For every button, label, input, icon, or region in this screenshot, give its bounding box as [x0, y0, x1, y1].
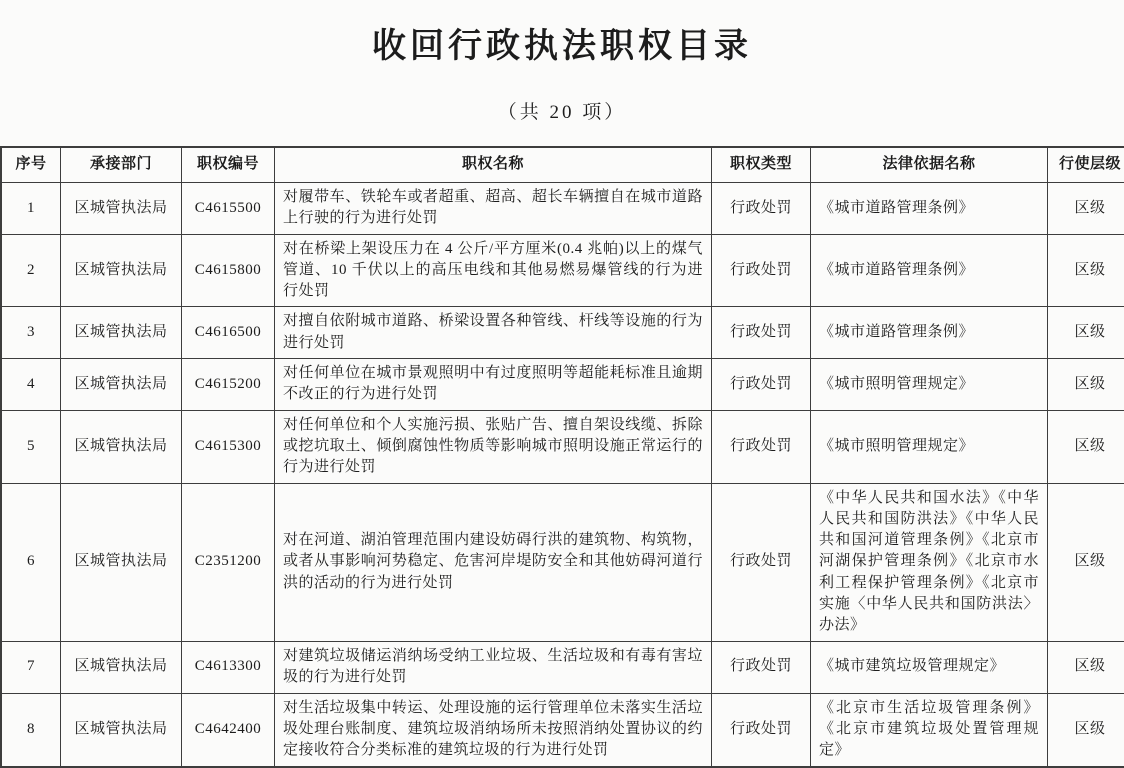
- table-body: [1, 183, 1124, 767]
- cell-exercise-level: 区级: [1048, 410, 1124, 483]
- cell-serial: 4: [1, 359, 61, 411]
- cell-power-name: 对擅自依附城市道路、桥梁设置各种管线、杆线等设施的行为进行处罚: [275, 307, 712, 359]
- table-row: [1, 183, 1124, 235]
- table-row: [1, 234, 1124, 307]
- cell-exercise-level: 区级: [1048, 183, 1124, 235]
- cell-department: 区城管执法局: [61, 359, 182, 411]
- cell-serial: 3: [1, 307, 61, 359]
- cell-serial: 2: [1, 234, 61, 307]
- cell-serial: 5: [1, 410, 61, 483]
- cell-power-name: 对任何单位在城市景观照明中有过度照明等超能耗标准且逾期不改正的行为进行处罚: [275, 359, 712, 411]
- table-row: [1, 641, 1124, 693]
- cell-power-type: 行政处罚: [712, 359, 811, 411]
- col-header-code: 职权编号: [182, 147, 275, 183]
- cell-power-type: 行政处罚: [712, 307, 811, 359]
- cell-exercise-level: 区级: [1048, 693, 1124, 766]
- cell-serial: 1: [1, 183, 61, 235]
- page-subtitle: （共 20 项）: [0, 97, 1124, 124]
- cell-code: C4615200: [182, 359, 275, 411]
- cell-department: 区城管执法局: [61, 483, 182, 641]
- cell-exercise-level: 区级: [1048, 307, 1124, 359]
- cell-power-type: 行政处罚: [712, 234, 811, 307]
- cell-serial: 6: [1, 483, 61, 641]
- cell-department: 区城管执法局: [61, 307, 182, 359]
- table-row: [1, 483, 1124, 641]
- cell-exercise-level: 区级: [1048, 359, 1124, 411]
- cell-code: C2351200: [182, 483, 275, 641]
- cell-code: C4615300: [182, 410, 275, 483]
- cell-power-type: 行政处罚: [712, 693, 811, 766]
- cell-power-name: 对建筑垃圾储运消纳场受纳工业垃圾、生活垃圾和有毒有害垃圾的行为进行处罚: [275, 641, 712, 693]
- cell-code: C4616500: [182, 307, 275, 359]
- cell-legal-basis: 《城市道路管理条例》: [811, 183, 1048, 235]
- cell-power-type: 行政处罚: [712, 483, 811, 641]
- cell-department: 区城管执法局: [61, 641, 182, 693]
- table-row: [1, 307, 1124, 359]
- cell-code: C4613300: [182, 641, 275, 693]
- cell-exercise-level: 区级: [1048, 641, 1124, 693]
- col-header-exercise-level: 行使层级: [1048, 147, 1124, 183]
- cell-power-name: 对在河道、湖泊管理范围内建设妨碍行洪的建筑物、构筑物，或者从事影响河势稳定、危害河岸堤防安全和其他妨碍河道行洪的活动的行为进行处罚: [275, 483, 712, 641]
- cell-power-type: 行政处罚: [712, 183, 811, 235]
- cell-legal-basis: 《城市照明管理规定》: [811, 359, 1048, 411]
- cell-department: 区城管执法局: [61, 693, 182, 766]
- col-header-department: 承接部门: [61, 147, 182, 183]
- cell-exercise-level: 区级: [1048, 483, 1124, 641]
- cell-legal-basis: 《中华人民共和国水法》《中华人民共和国防洪法》《中华人民共和国河道管理条例》《北京市河湖保护管理条例》《北京市水利工程保护管理条例》《北京市实施〈中华人民共和国防洪法〉办法》: [811, 483, 1048, 641]
- cell-serial: 7: [1, 641, 61, 693]
- cell-serial: 8: [1, 693, 61, 766]
- cell-legal-basis: 《城市建筑垃圾管理规定》: [811, 641, 1048, 693]
- table-row: [1, 359, 1124, 411]
- cell-power-name: 对生活垃圾集中转运、处理设施的运行管理单位未落实生活垃圾处理台账制度、建筑垃圾消纳场所未按照消纳处置协议的约定接收符合分类标准的建筑垃圾的行为进行处罚: [275, 693, 712, 766]
- cell-power-name: 对在桥梁上架设压力在 4 公斤/平方厘米(0.4 兆帕)以上的煤气管道、10 千伏以上的高压电线和其他易燃易爆管线的行为进行处罚: [275, 234, 712, 307]
- col-header-power-type: 职权类型: [712, 147, 811, 183]
- table-header-row: [1, 147, 1124, 183]
- table-row: [1, 693, 1124, 766]
- cell-department: 区城管执法局: [61, 183, 182, 235]
- cell-legal-basis: 《城市道路管理条例》: [811, 234, 1048, 307]
- table-row: [1, 410, 1124, 483]
- cell-legal-basis: 《城市道路管理条例》: [811, 307, 1048, 359]
- cell-code: C4615500: [182, 183, 275, 235]
- cell-code: C4615800: [182, 234, 275, 307]
- cell-power-name: 对任何单位和个人实施污损、张贴广告、擅自架设线缆、拆除或挖坑取土、倾倒腐蚀性物质等影响城市照明设施正常运行的行为进行处罚: [275, 410, 712, 483]
- col-header-serial: 序号: [1, 147, 61, 183]
- powers-directory-table: [0, 146, 1124, 768]
- cell-legal-basis: 《北京市生活垃圾管理条例》《北京市建筑垃圾处置管理规定》: [811, 693, 1048, 766]
- cell-legal-basis: 《城市照明管理规定》: [811, 410, 1048, 483]
- cell-department: 区城管执法局: [61, 410, 182, 483]
- cell-power-name: 对履带车、铁轮车或者超重、超高、超长车辆擅自在城市道路上行驶的行为进行处罚: [275, 183, 712, 235]
- cell-power-type: 行政处罚: [712, 410, 811, 483]
- cell-exercise-level: 区级: [1048, 234, 1124, 307]
- cell-power-type: 行政处罚: [712, 641, 811, 693]
- page-title: 收回行政执法职权目录: [0, 18, 1124, 67]
- col-header-legal-basis: 法律依据名称: [811, 147, 1048, 183]
- cell-code: C4642400: [182, 693, 275, 766]
- col-header-power-name: 职权名称: [275, 147, 712, 183]
- cell-department: 区城管执法局: [61, 234, 182, 307]
